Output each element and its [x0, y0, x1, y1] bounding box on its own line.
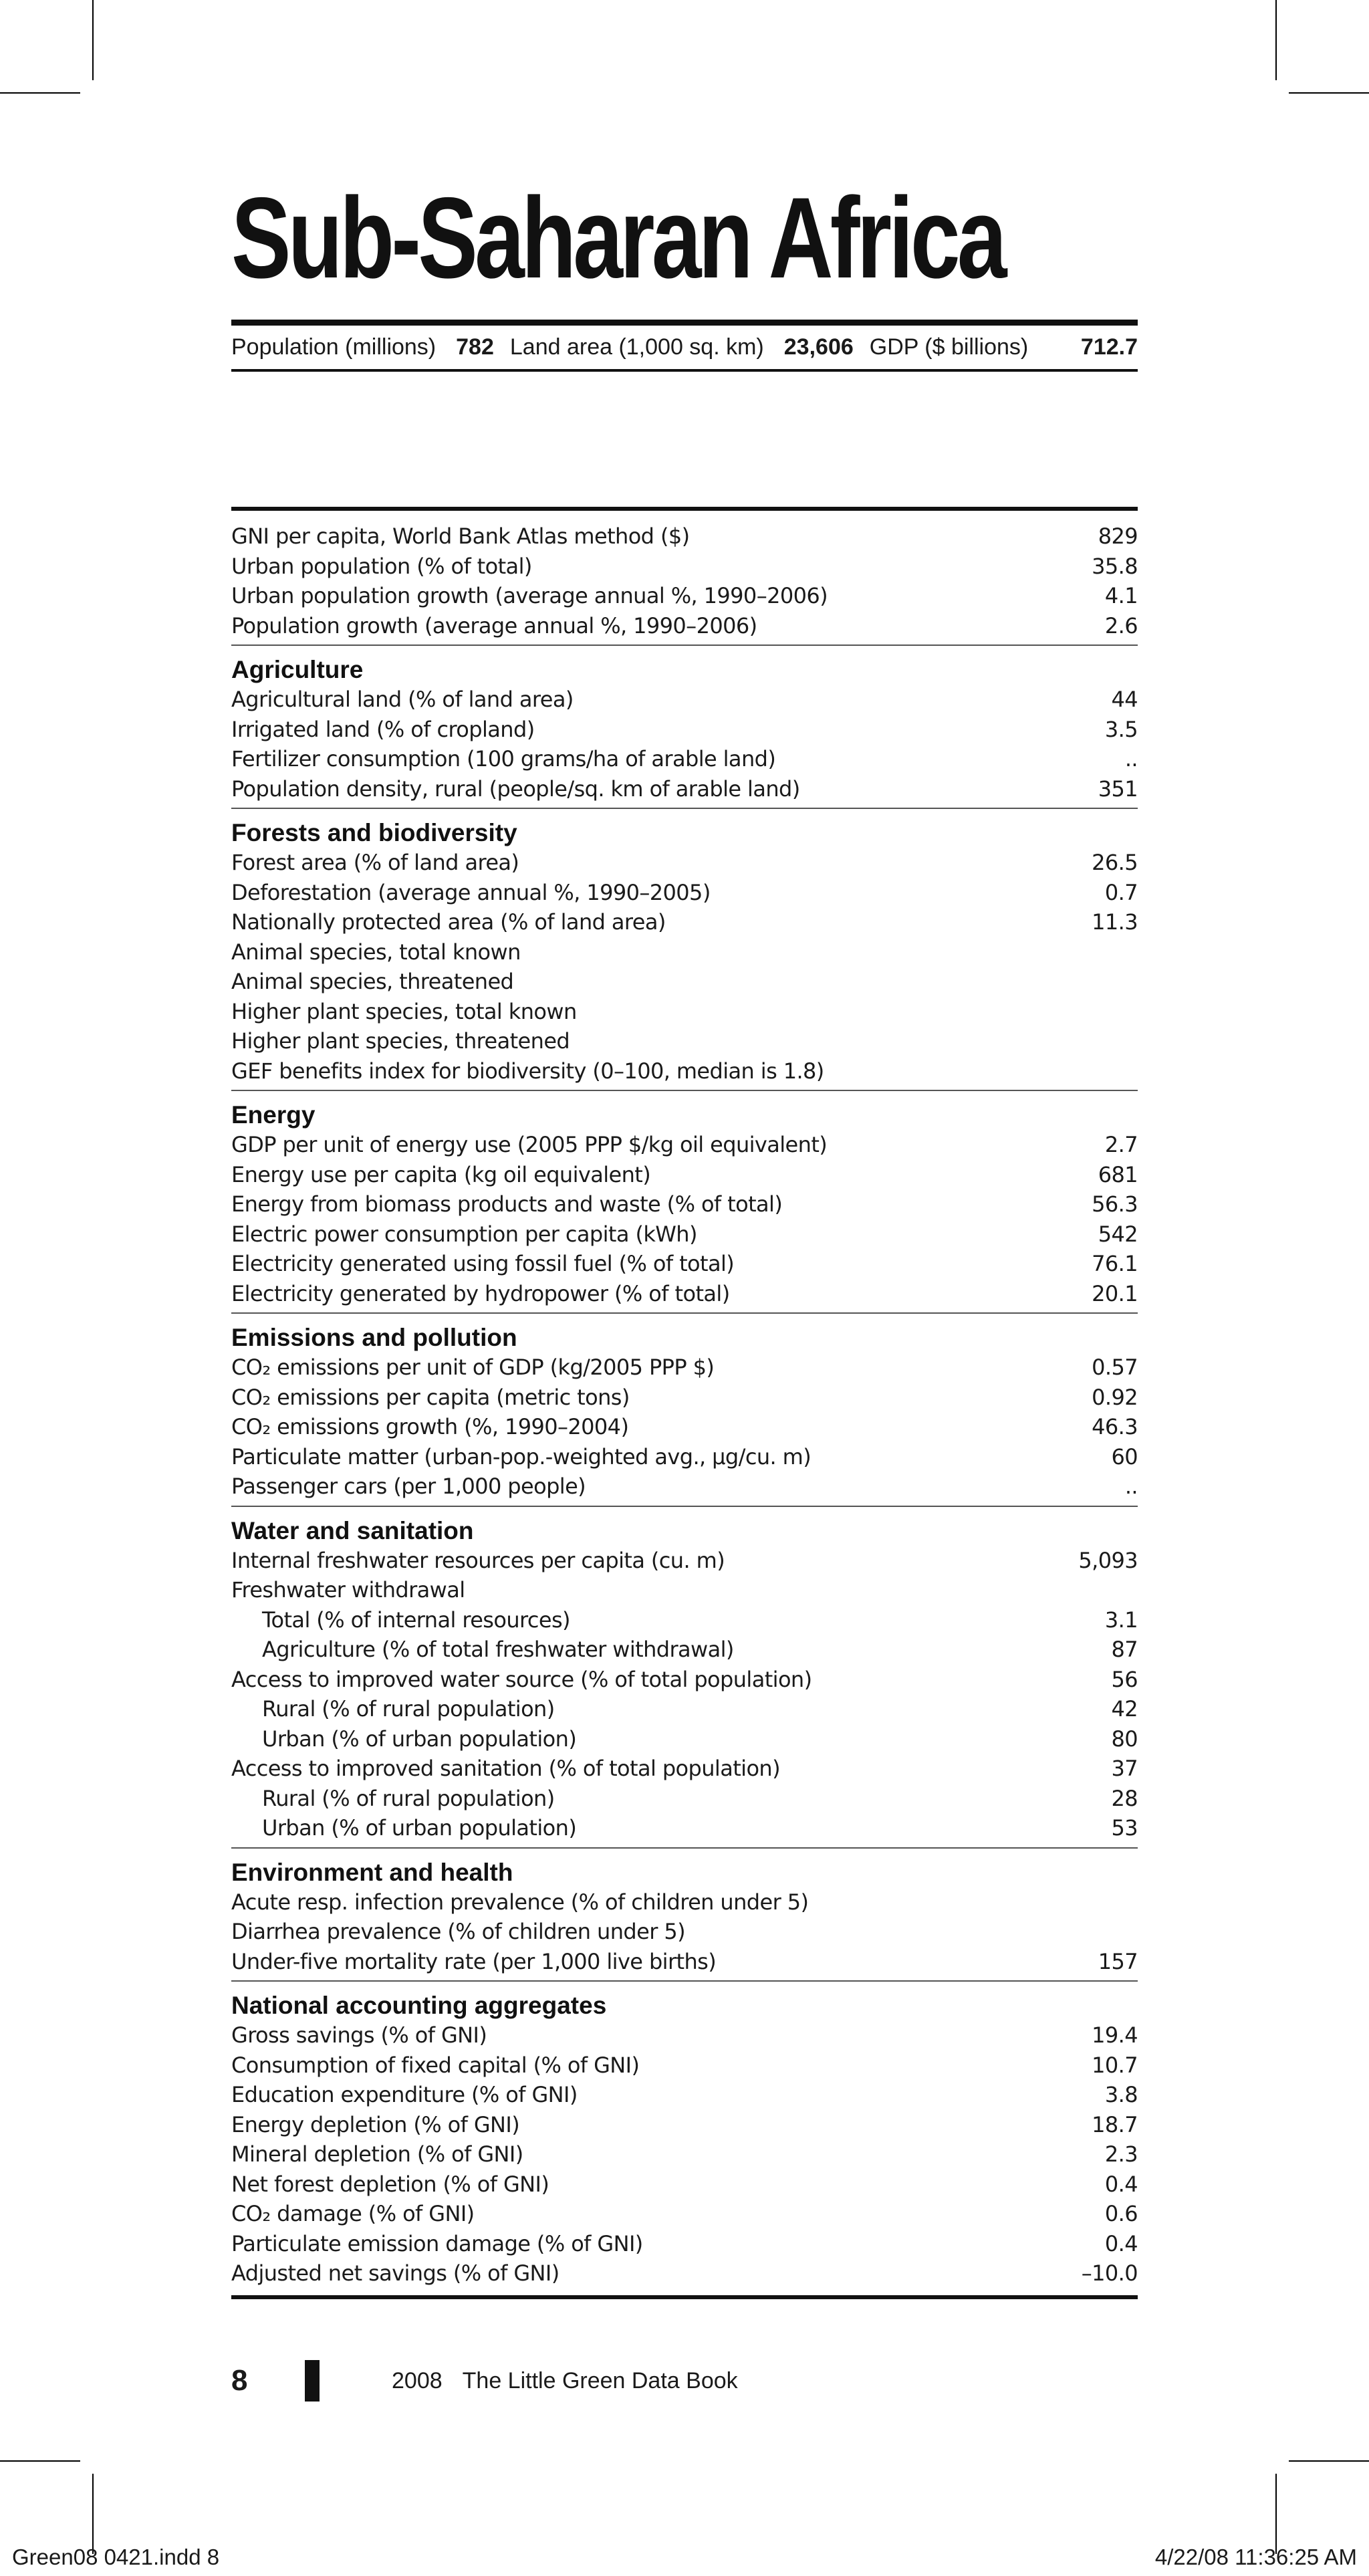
row-value: 0.4	[1104, 2171, 1138, 2197]
population-label: Population (millions)	[231, 334, 437, 360]
row-label: Electricity generated by hydropower (% of total)	[231, 1280, 730, 1306]
crop-mark	[0, 92, 80, 94]
population-value: 782	[456, 334, 494, 360]
slug-datetime: 4/22/08 11:36:25 AM	[1154, 2545, 1357, 2569]
table-row	[231, 1219, 1138, 1250]
row-value: 20.1	[1092, 1280, 1138, 1306]
row-label: CO₂ emissions growth (%, 1990–2004)	[231, 1414, 629, 1439]
row-label: Higher plant species, total known	[231, 998, 577, 1024]
row-value: 18.7	[1092, 2111, 1138, 2137]
table-row	[231, 1472, 1138, 1502]
row-value: 3.1	[1104, 1607, 1138, 1633]
row-label: Animal species, total known	[231, 939, 521, 965]
row-value: 542	[1098, 1221, 1138, 1247]
row-label: Gross savings (% of GNI)	[231, 2022, 487, 2048]
section	[231, 521, 1138, 646]
row-value: 60	[1111, 1443, 1138, 1470]
crop-mark	[1275, 2474, 1277, 2554]
row-label: Fertilizer consumption (100 grams/ha of arable land)	[231, 746, 776, 772]
page-footer	[231, 2360, 738, 2402]
row-value: 76.1	[1092, 1251, 1138, 1276]
row-label: Access to improved water source (% of total population)	[231, 1666, 812, 1692]
row-label: Diarrhea prevalence (% of children under 5)	[231, 1919, 685, 1944]
row-value: 56.3	[1092, 1191, 1138, 1217]
footer-year: 2008	[392, 2367, 443, 2393]
row-label: Animal species, threatened	[231, 969, 514, 994]
table-row	[231, 2229, 1138, 2259]
footer-book-title: The Little Green Data Book	[462, 2367, 738, 2393]
row-value: 35.8	[1092, 553, 1138, 579]
indicator-table	[231, 507, 1138, 2299]
page-number: 8	[231, 2364, 248, 2397]
table-row	[231, 1724, 1138, 1754]
section	[231, 1100, 1138, 1314]
row-label: Particulate emission damage (% of GNI)	[231, 2230, 643, 2256]
row-label: Deforestation (average annual %, 1990–2005)	[231, 879, 711, 905]
row-value: 42	[1111, 1696, 1138, 1722]
table-row	[231, 2051, 1138, 2081]
row-value: –10.0	[1081, 2260, 1138, 2286]
land-area-label: Land area (1,000 sq. km)	[509, 334, 764, 360]
gdp-label: GDP ($ billions)	[869, 334, 1029, 360]
row-value: 2.3	[1104, 2141, 1138, 2167]
crop-mark	[92, 0, 94, 80]
table-row	[231, 774, 1138, 804]
row-label: Electricity generated using fossil fuel (% of total)	[231, 1251, 735, 1276]
row-label: Education expenditure (% of GNI)	[231, 2082, 578, 2107]
section	[231, 1858, 1138, 1982]
table-row	[231, 2170, 1138, 2200]
row-label: CO₂ emissions per capita (metric tons)	[231, 1384, 630, 1410]
crop-mark	[0, 2460, 80, 2462]
row-value: 0.7	[1104, 879, 1138, 905]
page-title: Sub-Saharan Africa	[231, 174, 1004, 302]
table-row	[231, 1279, 1138, 1309]
row-label: Urban population (% of total)	[231, 553, 532, 579]
table-row	[231, 581, 1138, 611]
crop-mark	[92, 2474, 94, 2554]
gdp-value: 712.7	[1080, 334, 1138, 360]
table-row	[231, 611, 1138, 641]
table-row	[231, 1887, 1138, 1917]
row-value: 28	[1111, 1785, 1138, 1811]
table-row	[231, 1605, 1138, 1635]
row-value: 10.7	[1092, 2052, 1138, 2078]
row-value: 0.57	[1092, 1355, 1138, 1380]
section-heading: Emissions and pollution	[231, 1324, 517, 1351]
row-label: Particulate matter (urban-pop.-weighted avg., µg/cu. m)	[231, 1443, 812, 1470]
table-row	[231, 552, 1138, 582]
crop-mark	[1289, 92, 1369, 94]
table-row	[231, 685, 1138, 715]
table-row	[231, 2020, 1138, 2051]
row-label: Agricultural land (% of land area)	[231, 687, 574, 712]
row-label: Population growth (average annual %, 1990–2006)	[231, 612, 757, 638]
table-row	[231, 1160, 1138, 1190]
row-value: ..	[1124, 746, 1138, 772]
row-value: 37	[1111, 1756, 1138, 1781]
row-value: 157	[1098, 1948, 1138, 1974]
row-label: CO₂ damage (% of GNI)	[231, 2201, 475, 2226]
footer-bar	[305, 2360, 320, 2402]
table-row	[231, 1917, 1138, 1947]
section	[231, 655, 1138, 809]
row-label: Population density, rural (people/sq. km of arable land)	[231, 776, 800, 802]
row-value: 53	[1111, 1815, 1138, 1841]
row-value: 0.92	[1092, 1384, 1138, 1410]
row-value: 0.6	[1104, 2201, 1138, 2226]
table-row	[231, 2110, 1138, 2140]
table-row	[231, 937, 1138, 967]
row-value: 19.4	[1092, 2022, 1138, 2048]
section-heading: Environment and health	[231, 1858, 513, 1886]
table-row	[231, 1383, 1138, 1413]
row-label: Irrigated land (% of cropland)	[231, 716, 535, 742]
row-label: Energy use per capita (kg oil equivalent)	[231, 1161, 651, 1187]
row-label: Forest area (% of land area)	[231, 850, 519, 875]
row-label: Rural (% of rural population)	[262, 1696, 555, 1722]
table-row	[231, 1442, 1138, 1472]
row-label: GEF benefits index for biodiversity (0–100, median is 1.8)	[231, 1058, 824, 1084]
table-row	[231, 1947, 1138, 1977]
row-value: ..	[1124, 1474, 1138, 1499]
table-row	[231, 744, 1138, 774]
slug-file: Green08 0421.indd 8	[12, 2545, 220, 2569]
section-heading: Agriculture	[231, 656, 364, 683]
table-row	[231, 715, 1138, 745]
row-label: Adjusted net savings (% of GNI)	[231, 2260, 559, 2286]
key-stats-bar	[231, 320, 1138, 372]
table-row	[231, 878, 1138, 908]
table-row	[231, 1353, 1138, 1383]
row-label: Net forest depletion (% of GNI)	[231, 2171, 549, 2197]
crop-mark	[1275, 0, 1277, 80]
row-label: Energy from biomass products and waste (% of total)	[231, 1191, 783, 1217]
table-row	[231, 967, 1138, 997]
row-label: Under-five mortality rate (per 1,000 live births)	[231, 1948, 717, 1974]
table-row	[231, 1026, 1138, 1056]
section	[231, 1323, 1138, 1507]
row-label: Energy depletion (% of GNI)	[231, 2111, 520, 2137]
table-row	[231, 848, 1138, 878]
table-row	[231, 2199, 1138, 2229]
section-heading: Forests and biodiversity	[231, 819, 517, 846]
row-label: Urban (% of urban population)	[262, 1726, 577, 1752]
row-value: 829	[1098, 523, 1138, 549]
row-label: Urban population growth (average annual %, 1990–2006)	[231, 583, 828, 608]
row-label: Total (% of internal resources)	[262, 1607, 570, 1633]
table-row	[231, 1130, 1138, 1160]
table-row	[231, 521, 1138, 552]
table-row	[231, 907, 1138, 937]
table-row	[231, 1784, 1138, 1814]
table-row	[231, 1189, 1138, 1219]
row-label: Freshwater withdrawal	[231, 1577, 465, 1603]
row-label: Consumption of fixed capital (% of GNI)	[231, 2052, 640, 2078]
crop-mark	[1289, 2460, 1369, 2462]
row-value: 87	[1111, 1637, 1138, 1662]
row-value: 681	[1098, 1161, 1138, 1187]
row-value: 2.6	[1104, 612, 1138, 638]
table-row	[231, 1754, 1138, 1784]
row-label: GNI per capita, World Bank Atlas method ($)	[231, 523, 690, 549]
section-heading: Energy	[231, 1101, 316, 1129]
row-label: CO₂ emissions per unit of GDP (kg/2005 PPP $)	[231, 1355, 715, 1380]
section-heading: Water and sanitation	[231, 1516, 474, 1544]
row-label: Nationally protected area (% of land area)	[231, 909, 666, 935]
land-area-value: 23,606	[783, 334, 854, 360]
table-row	[231, 1694, 1138, 1724]
row-value: 80	[1111, 1726, 1138, 1752]
row-value: 4.1	[1104, 583, 1138, 608]
section-heading: National accounting aggregates	[231, 1992, 607, 2019]
row-value: 3.5	[1104, 716, 1138, 742]
row-value: 11.3	[1092, 909, 1138, 935]
table-row	[231, 1665, 1138, 1695]
table-row	[231, 1813, 1138, 1843]
row-value: 3.8	[1104, 2082, 1138, 2107]
table-row	[231, 1635, 1138, 1665]
row-value: 26.5	[1092, 850, 1138, 875]
table-row	[231, 1249, 1138, 1279]
section	[231, 818, 1138, 1091]
table-row	[231, 1546, 1138, 1576]
row-label: Passenger cars (per 1,000 people)	[231, 1474, 586, 1499]
table-row	[231, 2258, 1138, 2289]
section	[231, 1516, 1138, 1849]
row-label: Higher plant species, threatened	[231, 1028, 570, 1054]
table-row	[231, 1056, 1138, 1086]
row-value: 5,093	[1078, 1547, 1138, 1573]
table-row	[231, 997, 1138, 1027]
table-row	[231, 1412, 1138, 1442]
row-value: 44	[1111, 687, 1138, 712]
row-label: Rural (% of rural population)	[262, 1785, 555, 1811]
row-value: 46.3	[1092, 1414, 1138, 1439]
table-row	[231, 1575, 1138, 1605]
row-value: 0.4	[1104, 2230, 1138, 2256]
row-label: Mineral depletion (% of GNI)	[231, 2141, 523, 2167]
row-value: 351	[1098, 776, 1138, 802]
row-label: Urban (% of urban population)	[262, 1815, 577, 1841]
section	[231, 1991, 1138, 2293]
row-label: GDP per unit of energy use (2005 PPP $/kg oil equivalent)	[231, 1132, 828, 1157]
row-value: 56	[1111, 1666, 1138, 1692]
row-label: Access to improved sanitation (% of total population)	[231, 1756, 780, 1781]
row-label: Internal freshwater resources per capita (cu. m)	[231, 1547, 725, 1573]
table-row	[231, 2080, 1138, 2110]
row-label: Acute resp. infection prevalence (% of children under 5)	[231, 1889, 809, 1915]
row-value: 2.7	[1104, 1132, 1138, 1157]
row-label: Agriculture (% of total freshwater withdrawal)	[262, 1637, 734, 1662]
table-row	[231, 2139, 1138, 2170]
row-label: Electric power consumption per capita (kWh)	[231, 1221, 697, 1247]
